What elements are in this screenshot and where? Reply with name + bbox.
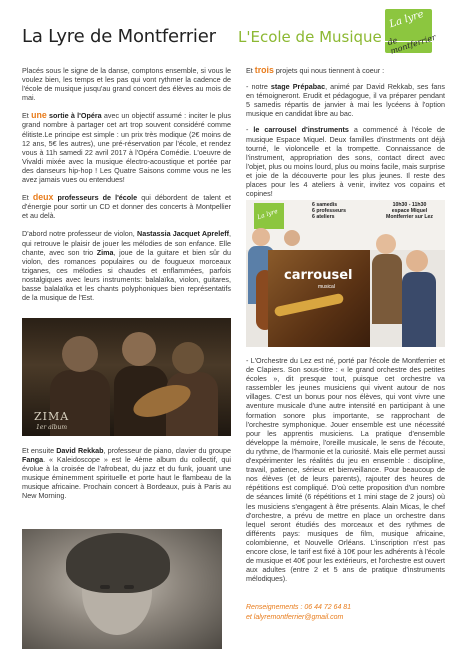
contact-info xyxy=(246,603,351,623)
logo-line1: La lyre xyxy=(388,8,426,31)
flyer-logo: La lyre xyxy=(254,203,284,229)
prof-heading: professeurs de l'école xyxy=(53,193,138,203)
trois-number: trois xyxy=(254,65,274,75)
orchestre-paragraph: - L'Orchestre du Lez est né, porté par l'école de Montferrier et de Clapiers. Son sous-titre : « le grand orchestre des petites écoles », dit presque tout, puisque cet orchestre va rassembler les jeunes musiciens qui vivent autour de nos villages. C'est un bonus pour nos élèves, qui vont vivre une aventure musicale d'une autre intensité en participant à une formation sonore plus importante, se rapprochant de l'orchestre symphonique. Jouer ensemble est une nécessité pour les apprentis musiciens. La pratique d'ensemble développe la mémoire, l'oreille musicale, le sens de l'écoute, du rythme, de l'harmonie et la curiosité. Mais elle permet aussi d'expérimenter les réalités du jeu en ensemble : discipline, travail, patience, sérieux et bienveillance. Pour beaucoup de nos élèves (et de leurs parents), rajouter des heures de répétitions est compliqué. D'où cette proposition d'un nombre de séances limité (6 répétitions et 1 mini stage de 2 jours) où les musiciens s'engagent à être présents. Alain Micas, le chef d'orchestre, a prévu de mettre en place un orchestre dans lequel seront étudiés des morceaux et des rythmes de différents pays: musiques de film, musique africaine, colombienne, et Nouvelle Orléans. L'inscription n'est pas encore close, le tarif est fixé à 10€ pour les adhérents à l'école de musique et 40€ pour les extérieurs, et l'orchestre est ouvert aux adultes (entre 2 et 5 ans de pratique d'instruments mélodiques). xyxy=(246,356,445,584)
contact-email[interactable]: et lalyremontferrier@gmail.com xyxy=(246,614,344,621)
group-name: Fanga xyxy=(22,455,44,465)
trio-name: Zima xyxy=(96,247,114,257)
left-column-top xyxy=(22,66,231,311)
zima-title: ZIMA xyxy=(34,410,70,423)
stage-heading: stage Prépabac xyxy=(270,82,326,92)
flyer-info: 6 samedis 6 professeurs 6 ateliers xyxy=(312,202,347,220)
stage-paragraph: - notre stage Prépabac, animé par David Rekkab, ses fans en témoigneront. Erudit et pédagogue, il va préparer pendant 5 samedis répartis de janvier à mai les lycéens à l'option musique en candidat libre au bac. xyxy=(246,82,445,119)
david-paragraph: Et ensuite David Rekkab, professeur de piano, clavier du groupe Fanga. « Kaleidoscope » est le 4ème album du collectif, qui évolue à la croisée de l'afrobeat, du jazz et du funk, jouant une musique éminemment spirituelle et porte haut le flambeau de la musique africaine. Prochain concert à Bordeaux, puis à Paris au New Morning. xyxy=(22,446,231,501)
opera-paragraph: Et une sortie à l'Opéra avec un objectif assumé : inciter le plus grand nombre à partager cet art trop souvent considéré comme élitiste.Le principe est simple : un prix très modique (2€ moins de 12 ans, 5€ les autres), une pré-réservation par l'école, et rendez vous à 11h samedi 22 avril 2017 à l'Opéra Comédie. L'oeuvre de Vivaldi mixée avec la musique électro-acoustique et portée par des danseurs hip-hop ! Les Quatre Saisons comme vous ne les avez jamais vues ou entendues! xyxy=(22,110,231,185)
violin-paragraph: D'abord notre professeur de violon, Nastassia Jacquet Apreleff, qui retrouve le plaisir de jouer les mélodies de son enfance. Elle chante, avec son trio Zima, joue de la guitare et bien sûr du violon, des romances populaires ou de fougueux morceaux tziganes, ces mélodies si chaudes et enflammées, parfois nostalgiques avec leurs instruments: balalaïka, violon, guitares, basse balalaïka et les chants polyphoniques bien représentatifs de la musique de l'Est. xyxy=(22,229,231,303)
zima-subtitle: 1er album xyxy=(36,424,68,431)
prof-number: deux xyxy=(32,192,54,203)
opera-number: une xyxy=(31,110,47,121)
contact-phone: Renseignements : 06 44 72 64 81 xyxy=(246,604,352,611)
trois-paragraph: Et trois projets qui nous tiennent à coeur : xyxy=(246,65,385,75)
lyre-logo xyxy=(385,8,437,56)
right-column-bottom xyxy=(246,356,445,592)
carrousel-paragraph: - le carrousel d'instruments a commencé à l'école de musique Espace Miquel. Deux familles d'instrments ont déjà tourné, le violoncelle et la trompette. Connaissance de l'instrument, appropriation des sons, contact direct avec l'objet, plus ou moins lourd, plus ou moins facile, mais surprise et joie de la découverte pour les plus jeunes. Il reste des places pour les 4 ateliers à venir, invitez vos copains et copines! xyxy=(246,125,446,199)
page-title: La Lyre de Montferrier xyxy=(22,26,216,47)
david-portrait-photo xyxy=(22,529,222,649)
opera-heading: sortie à l'Opéra xyxy=(46,111,102,121)
page-subtitle: L'Ecole de Musique xyxy=(238,28,382,46)
david-name: David Rekkab xyxy=(56,446,104,455)
page-header xyxy=(0,0,456,58)
flyer-info-place: 10h30 - 11h30 espace Miquel Montferrier sur Lez xyxy=(386,202,433,220)
violin-teacher-name: Nastassia Jacquet Apreleff xyxy=(137,229,229,239)
carrousel-heading: le carrousel d'instruments xyxy=(253,125,349,135)
prof-paragraph: Et deux professeurs de l'école qui débordent de talent et d'énergie pour sortir un CD et donner des concerts à Montpellier et au delà. xyxy=(22,192,231,221)
flyer-title: carrousel xyxy=(284,268,353,283)
intro-paragraph: Placés sous le signe de la danse, comptons ensemble, si vous le voulez bien, les temps et les pas qui vont rythmer la cadence de l'école de musique jusqu'au grand concert des élèves au mois de mai. xyxy=(22,66,231,103)
flyer-subtitle: musical xyxy=(318,284,335,290)
zima-album-photo xyxy=(22,318,231,436)
carrousel-flyer-photo xyxy=(246,200,445,347)
left-column-bottom xyxy=(22,446,231,510)
right-column-top xyxy=(246,66,445,207)
logo-line2: de montferrier xyxy=(386,32,437,56)
